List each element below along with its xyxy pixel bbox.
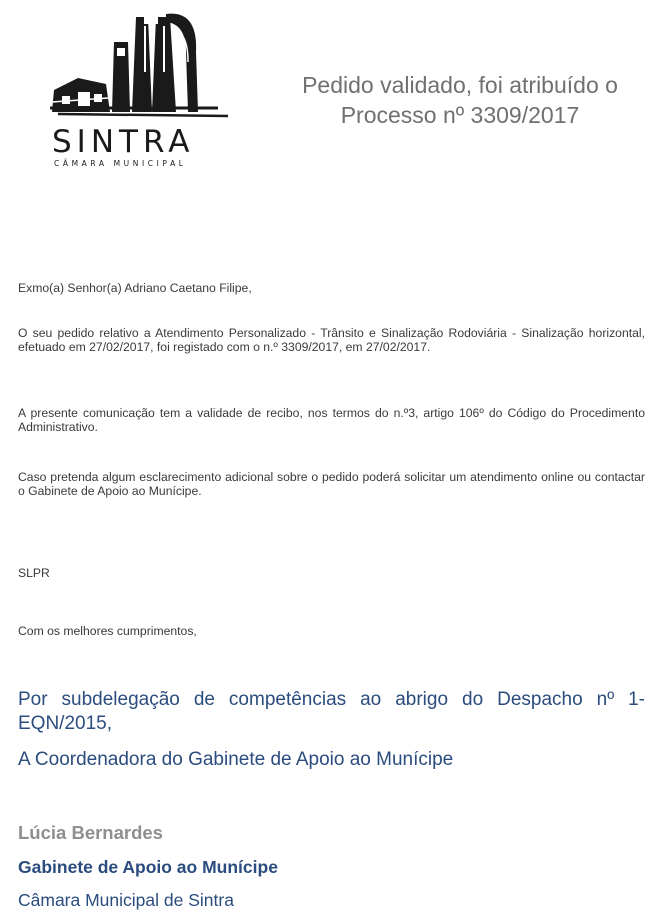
logo-subtitle: CÂMARA MUNICIPAL bbox=[54, 159, 187, 168]
signature-organization: Câmara Municipal de Sintra bbox=[18, 890, 234, 910]
letter-paragraph-request: O seu pedido relativo a Atendimento Personalizado - Trânsito e Sinalização Rodoviária - Sinalização horizontal, efetuado em 27/02/2017, foi registado com o n.º 3309/2017, em 27/02/2017. bbox=[18, 326, 645, 354]
page-title: Pedido validado, foi atribuído o Processo nº 3309/2017 bbox=[302, 72, 618, 128]
letter-paragraph-receipt: A presente comunicação tem a validade de recibo, nos termos do n.º3, artigo 106º do Código do Procedimento Administrativo. bbox=[18, 406, 645, 434]
sintra-palace-emblem bbox=[48, 12, 248, 127]
letter-salutation: Exmo(a) Senhor(a) Adriano Caetano Filipe, bbox=[18, 281, 252, 295]
signature-delegation: Por subdelegação de competências ao abrigo do Despacho nº 1-EQN/2015, bbox=[18, 689, 645, 734]
logo-wordmark: SINTRA bbox=[52, 124, 195, 160]
signature-department: Gabinete de Apoio ao Munícipe bbox=[18, 857, 278, 877]
letter-reference: SLPR bbox=[18, 566, 50, 580]
letter-closing: Com os melhores cumprimentos, bbox=[18, 624, 197, 638]
sintra-logo bbox=[48, 12, 248, 172]
signatory-name: Lúcia Bernardes bbox=[18, 822, 163, 843]
signature-role: A Coordenadora do Gabinete de Apoio ao Munícipe bbox=[18, 749, 454, 770]
letter-paragraph-contact: Caso pretenda algum esclarecimento adicional sobre o pedido poderá solicitar um atendimento online ou contactar o Gabinete de Apoio ao Munícipe. bbox=[18, 470, 645, 498]
